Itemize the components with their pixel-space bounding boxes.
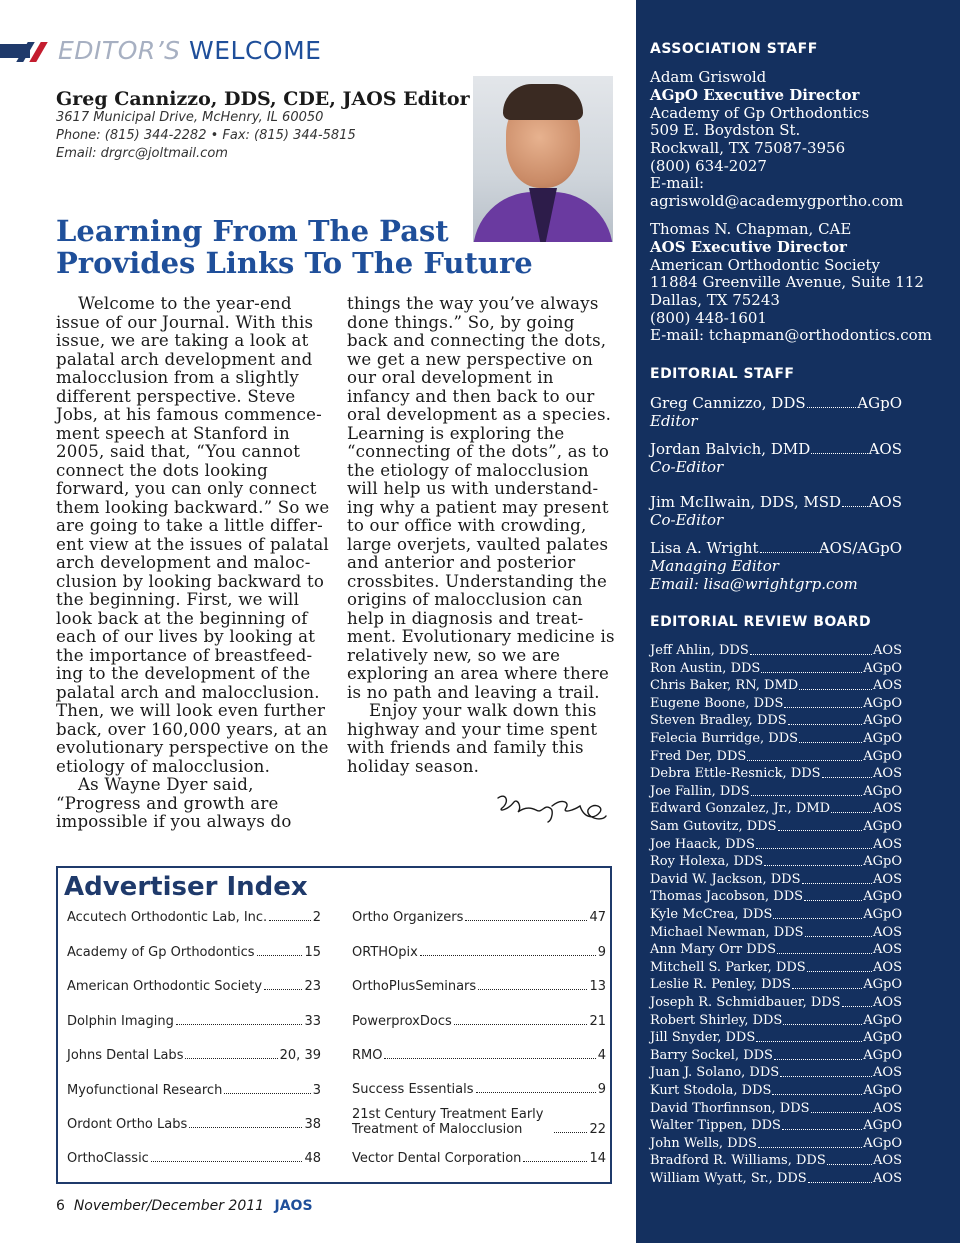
article-paragraph: As Wayne Dyer said, “Progress and growth are impossible if you always do xyxy=(56,775,292,831)
contact-line: AOS Executive Director xyxy=(650,238,847,256)
review-board-member-name: Roy Holexa, DDS xyxy=(650,854,764,870)
review-board-member-name: Barry Sockel, DDS xyxy=(650,1047,773,1063)
review-board-member-name: Ron Austin, DDS xyxy=(650,660,761,676)
review-board-member-org: AGpO xyxy=(863,1030,902,1046)
review-board-row xyxy=(650,696,902,711)
review-board-member-org: AOS xyxy=(873,959,902,975)
editorial-staff-role: Co-Editor xyxy=(650,511,724,529)
review-board-member-org: AGpO xyxy=(863,907,902,922)
review-board-member-org: AOS xyxy=(873,1153,902,1169)
review-board-member-name: Felecia Burridge, DDS xyxy=(650,731,799,746)
editorial-staff-email[interactable]: Email: lisa@wrightgrp.com xyxy=(650,575,858,593)
advertiser-entry: OrthoPlusSeminars 13 xyxy=(352,979,606,994)
review-board-row xyxy=(650,766,902,781)
editorial-staff-role: Editor xyxy=(650,412,698,430)
review-board-row xyxy=(650,661,902,676)
contact-line: Rockwall, TX 75087-3956 xyxy=(650,139,846,157)
review-board-row xyxy=(650,801,902,816)
review-board-member-name: Michael Newman, DDS xyxy=(650,924,804,940)
article-paragraph: Welcome to the year-end issue of our Journal. With this issue, we are taking a look at palatal arch development and malocclusion from a slightly different perspective. Steve Jobs, at his famous commence-ment speech at Stanford in 2005, said that, “You cannot connect the dots looking forward, you can only connect them looking backward.” So we are going to take a little differ-ent view at the issues of palatal arch development and maloc-clusion by looking backward to the beginning. First, we will look back at the beginning of each of our lives by looking at the importance of breastfeed-ing to the development of the palatal arch and malocclusion. Then, we will look even further back, over 160,000 years, at an evolutionary perspective on the etiology of malocclusion. xyxy=(56,294,330,776)
review-board-member-name: John Wells, DDS xyxy=(650,1135,757,1151)
review-board-member-org: AGpO xyxy=(863,783,902,799)
contact-email[interactable]: agriswold@academygportho.com xyxy=(650,192,904,210)
review-board-row xyxy=(650,960,902,975)
advertiser-entry: PowerproxDocs 21 xyxy=(352,1014,606,1029)
review-board-member-name: Jill Snyder, DDS xyxy=(650,1030,756,1046)
review-board-member-name: Debra Ettle-Resnick, DDS xyxy=(650,766,821,782)
review-board-member-name: Eugene Boone, DDS xyxy=(650,695,784,711)
contact-line: Thomas N. Chapman, CAE xyxy=(650,220,852,238)
advertiser-entry: Ordont Ortho Labs 38 xyxy=(67,1117,321,1132)
advertiser-entry: American Orthodontic Society 23 xyxy=(67,979,321,994)
editorial-staff-role: Co-Editor xyxy=(650,458,724,476)
review-board-member-name: Bradford R. Williams, DDS xyxy=(650,1153,826,1169)
review-board-member-org: AGpO xyxy=(863,660,902,676)
review-board-member-name: Joe Haack, DDS xyxy=(650,836,755,852)
review-board-member-org: AOS xyxy=(873,995,902,1010)
review-board-row xyxy=(650,995,902,1010)
editor-phone: Phone: (815) 344-2282 • Fax: (815) 344-5815 xyxy=(56,128,356,143)
article-headline-line1: Learning From The Past xyxy=(56,214,449,248)
advertiser-entry: Accutech Orthodontic Lab, Inc. 2 xyxy=(67,910,321,925)
review-board-heading: EDITORIAL REVIEW BOARD xyxy=(650,614,872,630)
review-board-member-org: AGpO xyxy=(863,819,902,834)
editorial-staff-heading: EDITORIAL STAFF xyxy=(650,366,795,382)
advertiser-entry: OrthoClassic 48 xyxy=(67,1151,321,1166)
page-footer xyxy=(56,1198,313,1214)
review-board-row xyxy=(650,1118,902,1133)
review-board-member-org: AGpO xyxy=(863,713,902,729)
review-board-member-org: AOS xyxy=(873,766,902,782)
review-board-row xyxy=(650,872,902,887)
association-staff-heading: ASSOCIATION STAFF xyxy=(650,41,818,57)
review-board-member-org: AGpO xyxy=(863,1083,902,1098)
review-board-member-org: AGpO xyxy=(863,695,902,711)
review-board-member-name: Steven Bradley, DDS xyxy=(650,713,787,729)
review-board-member-name: Chris Baker, RN, DMD xyxy=(650,678,799,694)
review-board-member-org: AGpO xyxy=(863,1135,902,1151)
review-board-row xyxy=(650,1065,902,1080)
editor-address: 3617 Municipal Drive, McHenry, IL 60050 xyxy=(56,110,324,125)
review-board-member-name: Walter Tippen, DDS xyxy=(650,1118,781,1134)
advertiser-entry: Johns Dental Labs 20, 39 xyxy=(67,1048,321,1063)
advertiser-entry: Ortho Organizers 47 xyxy=(352,910,606,925)
contact-line: (800) 634-2027 xyxy=(650,157,767,175)
review-board-member-org: AGpO xyxy=(863,1047,902,1063)
review-board-row xyxy=(650,1136,902,1151)
article-headline-line2: Provides Links To The Future xyxy=(56,246,533,280)
advertiser-entry: Academy of Gp Orthodontics 15 xyxy=(67,945,321,960)
contact-line: 11884 Greenville Avenue, Suite 112 xyxy=(650,273,924,291)
advertiser-index-title: Advertiser Index xyxy=(64,872,308,902)
review-board-row xyxy=(650,784,902,799)
article-paragraph: things the way you’ve always done things.” So, by going back and connecting the dots, we get a new perspective on our oral development in infancy and then back to our oral development as a species. Learning is exploring the “connecting of the dots”, as to the etiology of malocclusion will help us with understand-ing why a patient may present to our office with crowding, large overjets, vaulted palates and anterior and posterior crossbites. Understanding the origins of malocclusion can help in diagnosis and treat-ment. Evolutionary medicine is relatively new, so we are exploring an area where there is no path and leaving a trail. xyxy=(347,294,615,702)
review-board-row xyxy=(650,925,902,940)
editorial-staff-row: Lisa A. Wright AOS/AGpO xyxy=(650,539,902,557)
review-board-member-org: AGpO xyxy=(863,1012,902,1028)
editor-email: Email: drgrc@joltmail.com xyxy=(56,146,228,161)
review-board-row xyxy=(650,1083,902,1098)
review-board-member-org: AGpO xyxy=(863,977,902,993)
contact-line: AGpO Executive Director xyxy=(650,86,860,104)
review-board-row xyxy=(650,1171,902,1186)
review-board-member-name: Leslie R. Penley, DDS xyxy=(650,977,791,993)
review-board-member-name: Edward Gonzalez, Jr., DMD xyxy=(650,801,831,817)
review-board-row xyxy=(650,713,902,728)
editorial-staff-row: Jordan Balvich, DMD AOS xyxy=(650,440,902,458)
review-board-member-org: AOS xyxy=(873,1171,902,1186)
review-board-member-name: Jeff Ahlin, DDS xyxy=(650,643,749,658)
review-board-member-org: AOS xyxy=(873,678,902,694)
review-board-row xyxy=(650,942,902,957)
editor-signature xyxy=(492,788,610,828)
review-board-member-name: Kyle McCrea, DDS xyxy=(650,907,773,922)
page-number: 6 xyxy=(56,1198,65,1214)
review-board-member-org: AOS xyxy=(873,643,902,658)
review-board-row xyxy=(650,889,902,904)
editorial-staff-role: Managing Editor xyxy=(650,557,779,575)
review-board-member-name: Thomas Jacobson, DDS xyxy=(650,889,804,905)
review-board-member-org: AOS xyxy=(873,836,902,852)
advertiser-entry: 21st Century Treatment Early Treatment of Malocclusion 22 xyxy=(352,1107,606,1137)
contact-line: Adam Griswold xyxy=(650,68,767,86)
section-title-part1: EDITOR’S xyxy=(58,36,181,65)
advertiser-entry: Success Essentials 9 xyxy=(352,1082,606,1097)
review-board-member-name: Mitchell S. Parker, DDS xyxy=(650,959,806,975)
review-board-member-org: AGpO xyxy=(863,731,902,746)
review-board-member-name: Robert Shirley, DDS xyxy=(650,1012,783,1028)
review-board-member-org: AGpO xyxy=(863,748,902,764)
contact-line: 509 E. Boydston St. xyxy=(650,121,801,139)
review-board-row xyxy=(650,1030,902,1045)
review-board-member-name: William Wyatt, Sr., DDS xyxy=(650,1171,807,1186)
advertiser-entry: Dolphin Imaging 33 xyxy=(67,1014,321,1029)
review-board-member-org: AOS xyxy=(873,871,902,887)
review-board-member-org: AGpO xyxy=(863,1118,902,1134)
editor-name: Greg Cannizzo, DDS, CDE, JAOS Editor xyxy=(56,88,470,110)
review-board-member-org: AGpO xyxy=(863,854,902,870)
contact-line: American Orthodontic Society xyxy=(650,256,881,274)
editorial-staff-row: Jim McIlwain, DDS, MSD AOS xyxy=(650,493,902,511)
review-board-member-org: AOS xyxy=(873,1100,902,1116)
review-board-member-name: Fred Der, DDS xyxy=(650,748,747,764)
review-board-row xyxy=(650,977,902,992)
review-board-member-org: AOS xyxy=(873,942,902,958)
review-board-member-name: Ann Mary Orr DDS xyxy=(650,942,776,958)
review-board-row xyxy=(650,907,902,922)
contact-line: Academy of Gp Orthodontics xyxy=(650,104,870,122)
review-board-row xyxy=(650,1101,902,1116)
review-board-row xyxy=(650,854,902,869)
review-board-row xyxy=(650,1153,902,1168)
review-board-member-org: AGpO xyxy=(863,889,902,905)
section-title xyxy=(58,36,321,65)
article-paragraph: Enjoy your walk down this highway and your time spent with friends and family this holiday season. xyxy=(347,701,598,776)
review-board-member-name: David W. Jackson, DDS xyxy=(650,871,801,887)
section-title-part2: WELCOME xyxy=(189,36,322,65)
review-board-member-org: AOS xyxy=(873,924,902,940)
staff-sidebar xyxy=(636,0,960,1243)
review-board-row xyxy=(650,678,902,693)
advertiser-entry: RMO 4 xyxy=(352,1048,606,1063)
editorial-staff-row: Greg Cannizzo, DDS AGpO xyxy=(650,394,902,412)
review-board-member-name: Juan J. Solano, DDS xyxy=(650,1065,780,1081)
review-board-member-name: Sam Gutovitz, DDS xyxy=(650,819,777,834)
contact-line: E-mail: xyxy=(650,174,705,192)
contact-line: (800) 448-1601 xyxy=(650,309,767,327)
advertiser-entry: ORTHOpix 9 xyxy=(352,945,606,960)
contact-line: Dallas, TX 75243 xyxy=(650,291,780,309)
review-board-member-name: Joe Fallin, DDS xyxy=(650,783,750,799)
review-board-member-org: AOS xyxy=(873,1065,902,1081)
editor-photo xyxy=(473,76,613,242)
issue-date: November/December 2011 xyxy=(73,1198,265,1214)
review-board-member-name: Joseph R. Schmidbauer, DDS xyxy=(650,995,841,1010)
review-board-row xyxy=(650,837,902,852)
advertiser-entry: Myofunctional Research 3 xyxy=(67,1083,321,1098)
contact-email[interactable]: E-mail: tchapman@orthodontics.com xyxy=(650,326,932,344)
advertiser-entry: Vector Dental Corporation 14 xyxy=(352,1151,606,1166)
review-board-row xyxy=(650,749,902,764)
review-board-row xyxy=(650,731,902,746)
journal-name: JAOS xyxy=(274,1198,313,1214)
review-board-row xyxy=(650,643,902,658)
review-board-member-org: AOS xyxy=(873,801,902,817)
review-board-member-name: David Thorfinnson, DDS xyxy=(650,1100,810,1116)
article-column-2 xyxy=(347,295,617,776)
review-board-row xyxy=(650,1013,902,1028)
review-board-row xyxy=(650,819,902,834)
review-board-row xyxy=(650,1048,902,1063)
article-column-1 xyxy=(56,295,336,832)
review-board-member-name: Kurt Stodola, DDS xyxy=(650,1083,772,1098)
